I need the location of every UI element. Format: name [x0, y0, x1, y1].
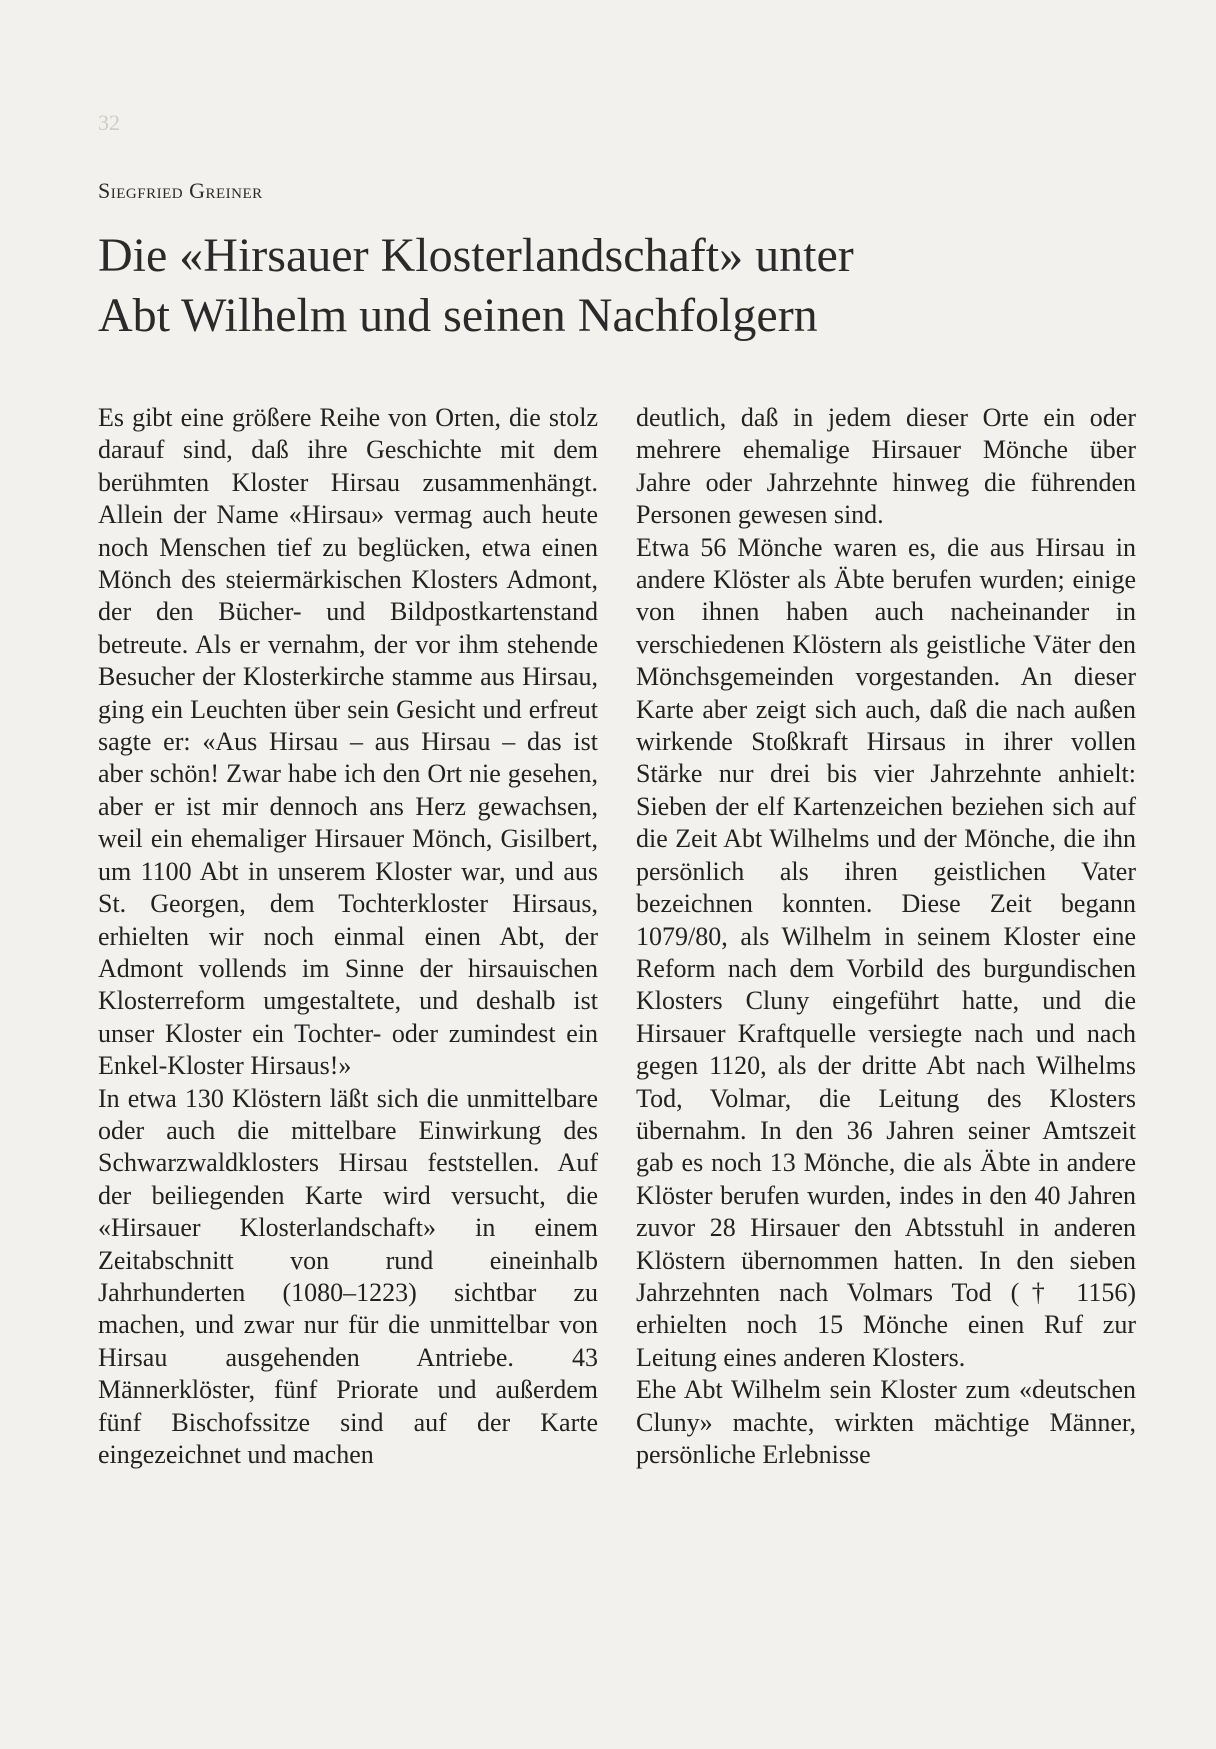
article-title-line-2: Abt Wilhelm und seinen Nachfolgern [98, 289, 818, 342]
text-column-left [98, 402, 598, 1471]
page-number: 32 [98, 110, 120, 135]
article-title [98, 226, 1138, 346]
paragraph: Etwa 56 Mönche waren es, die aus Hirsau in andere Klöster als Äbte berufen wurden; einige von ihnen haben auch nacheinander in verschiedenen Klöstern als geistliche Väter den Mönchsgemeinden vorgestanden. An dieser Karte aber zeigt sich auch, daß die nach außen wirkende Stoßkraft Hirsaus in ihrer vollen Stärke nur drei bis vier Jahrzehnte anhielt: Sieben der elf Kartenzeichen beziehen sich auf die Zeit Abt Wilhelms und der Mönche, die ihn persönlich als ihren geistlichen Vater bezeichnen konnten. Diese Zeit begann 1079/80, als Wilhelm in seinem Kloster eine Reform nach dem Vorbild des burgundischen Klosters Cluny eingeführt hatte, und die Hirsauer Kraftquelle versiegte nach und nach gegen 1120, als der dritte Abt nach Wilhelms Tod, Volmar, die Leitung des Klosters übernahm. In den 36 Jahren seiner Amtszeit gab es noch 13 Mönche, die als Äbte in andere Klöster berufen wurden, indes in den 40 Jahren zuvor 28 Hirsauer den Abtsstuhl in anderen Klöstern übernommen hatten. In den sieben Jahrzehnten nach Volmars Tod († 1156) erhielten noch 15 Mönche einen Ruf zur Leitung eines anderen Klosters. [636, 532, 1136, 1372]
paragraph: In etwa 130 Klöstern läßt sich die unmittelbare oder auch die mittelbare Einwirkung des Schwarzwaldklosters Hirsau feststellen. Auf der beiliegenden Karte wird versucht, die «Hirsauer Klosterlandschaft» in einem Zeitabschnitt von rund eineinhalb Jahrhunderten (1080–1223) sichtbar zu machen, und zwar nur für die unmittelbar von Hirsau ausgehenden Antriebe. 43 Männerklöster, fünf Priorate und außerdem fünf Bischofssitze sind auf der Karte eingezeichnet und machen [98, 1083, 598, 1469]
paragraph: Ehe Abt Wilhelm sein Kloster zum «deutschen Cluny» machte, wirkten mächtige Männer, persönliche Erlebnisse [636, 1375, 1136, 1469]
article-title-line-1: Die «Hirsauer Klosterlandschaft» unter [98, 229, 854, 282]
paragraph: deutlich, daß in jedem dieser Orte ein oder mehrere ehemalige Hirsauer Mönche über Jahre oder Jahrzehnte hinweg die führenden Personen gewesen sind. [636, 403, 1136, 530]
paragraph: Es gibt eine größere Reihe von Orten, die stolz darauf sind, daß ihre Geschichte mit dem berühmten Kloster Hirsau zusammenhängt. Allein der Name «Hirsau» vermag auch heute noch Menschen tief zu beglücken, etwa einen Mönch des steiermärkischen Klosters Admont, der den Bücher- und Bildpostkartenstand betreute. Als er vernahm, der vor ihm stehende Besucher der Klosterkirche stamme aus Hirsau, ging ein Leuchten über sein Gesicht und erfreut sagte er: «Aus Hirsau – aus Hirsau – das ist aber schön! Zwar habe ich den Ort nie gesehen, aber er ist mir dennoch ans Herz gewachsen, weil ein ehemaliger Hirsauer Mönch, Gisilbert, um 1100 Abt in unserem Kloster war, und aus St. Georgen, dem Tochterkloster Hirsaus, erhielten wir noch einmal einen Abt, der Admont vollends im Sinne der hirsauischen Klosterreform umgestaltete, und deshalb ist unser Kloster ein Tochter- oder zumindest ein Enkel-Kloster Hirsaus!» [98, 403, 598, 1081]
author-name: Siegfried Greiner [98, 178, 263, 203]
text-column-right [636, 402, 1136, 1471]
